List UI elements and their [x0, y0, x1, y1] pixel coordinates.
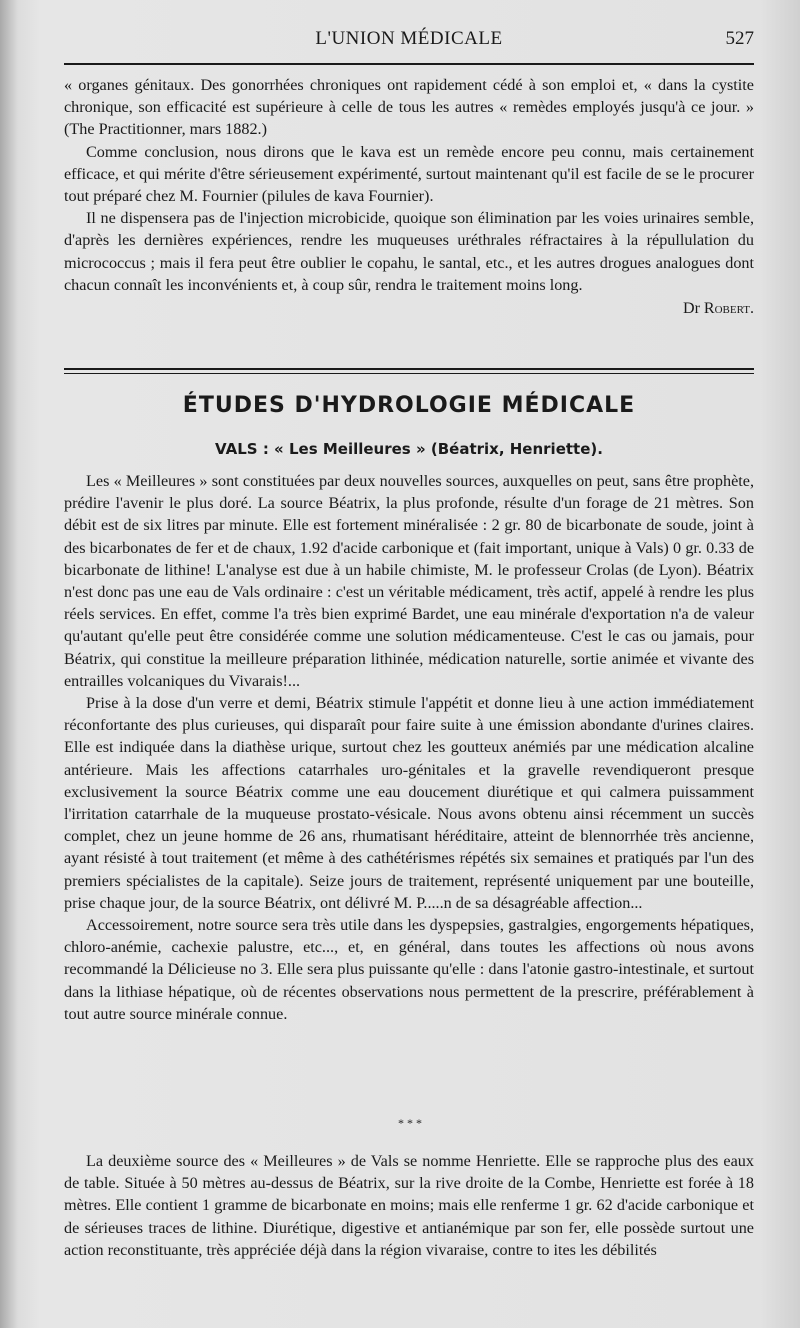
final-section — [64, 1150, 754, 1261]
section-title: ÉTUDES D'HYDROLOGIE MÉDICALE — [182, 393, 636, 418]
header-rule — [64, 63, 754, 65]
paragraph-henriette: La deuxième source des « Meilleures » de Vals se nomme Henriette. Elle se rapproche plus des eaux de table. Située à 50 mètres au-dessus de Béatrix, sur la rive droite de la Combe, Henriette est forée à 18 mètres. Elle contient 1 gramme de bicarbonate en moins; mais elle renferme 1 gr. 62 d'acide carbonique et de sérieuses traces de lithine. Diurétique, digestive et antianémique par son fer, elle possède surtout une action reconstituante, très appréciée déjà dans la région vivaraise, contre to ites les débilités — [64, 1152, 754, 1259]
signature-prefix: Dr — [683, 300, 700, 318]
paragraph-accessoirement: Accessoirement, notre source sera très utile dans les dyspepsies, gastralgies, engorgements hépatiques, chloro-anémie, cachexie palustre, etc..., et, en général, dans toutes les affections où nous avons recommandé la Délicieuse no 3. Elle sera plus puissante qu'elle : dans l'atonie gastro-intestinale, et surtout dans la lithiase hépatique, où de récentes observations nous permettent de la prescrire, préférablement à tout autre source minérale connue. — [64, 916, 754, 1023]
page-number: 527 — [725, 28, 754, 49]
paragraph-injection: Il ne dispensera pas de l'injection microbicide, quoique son élimination par les voies urinaires semble, d'après les dernières expériences, rendre les muqueuses uréthrales réfractaires à la répullulation du micrococcus ; mais il fera peut être oublier le copahu, le santal, etc., et les autres drogues analogues dont chacun connaît les inconvénients et, à coup sûr, rendra le traitement moins long. — [64, 209, 754, 294]
running-header — [64, 28, 754, 56]
asterism-separator: * * * — [398, 1116, 422, 1130]
article-subtitle: VALS : « Les Meilleures » (Béatrix, Henriette). — [215, 440, 603, 458]
main-section — [64, 470, 754, 1025]
paragraph-prise: Prise à la dose d'un verre et demi, Béatrix stimule l'appétit et donne lieu à une action immédiatement réconfortante des plus curieuses, qui disparaît pour faire suite à une émission abondante d'urines claires. Elle est indiquée dans la diathèse urique, surtout chez les goutteux anémiés par une médication alcaline antérieure. Mais les affections catarrhales uro-génitales et la gravelle revendiqueront presque exclusivement la source Béatrix comme une eau doucement diurétique et qui calmera puissamment l'irritation catarrhale de la muqueuse prostato-vésicale. Nous avons obtenu ainsi récemment un succès complet, chez un jeune homme de 26 ans, rhumatisant héréditaire, atteint de blennorrhée très ancienne, ayant résisté à tout traitement (et même à des cathétérismes répétés six semaines et pratiqués par l'un des premiers spécialistes de la capitale). Seize jours de traitement, représenté uniquement par une bouteille, prise chaque jour, de la source Béatrix, ont délivré M. P.....n de sa désagréable affection... — [64, 694, 754, 912]
paragraph-meilleures: Les « Meilleures » sont constituées par deux nouvelles sources, auxquelles on peut, sans être prophète, prédire l'avenir le plus doré. La source Béatrix, la plus profonde, résulte d'un forage de 21 mètres. Son débit est de six litres par minute. Elle est fortement minéralisée : 2 gr. 80 de bicarbonate de soude, joint à des bicarbonates de fer et de chaux, 1.92 d'acide carbonique et (fait important, unique à Vals) 0 gr. 0.33 de bicarbonate de lithine! L'analyse est due à un habile chimiste, M. le professeur Crolas (de Lyon). Béatrix n'est donc pas une eau de Vals ordinaire : c'est un véritable médicament, très actif, appelé à rendre les plus réels services. En effet, comme l'a très bien exprimé Bardet, une eau minérale d'exportation n'a de valeur qu'autant qu'elle peut être considérée comme une solution médicamenteuse. C'est le cas ou jamais, pour Béatrix, qui constitue la meilleure préparation lithinée, médication naturelle, sortie animée et vivante des entrailles volcaniques du Vivarais!... — [64, 472, 754, 690]
paragraph-conclusion: Comme conclusion, nous dirons que le kava est un remède encore peu connu, mais certainement efficace, et qui mérite d'être sérieusement expérimenté, surtout maintenant qu'il est facile de se le procurer tout préparé chez M. Fournier (pilules de kava Fournier). — [64, 142, 754, 206]
top-section — [64, 74, 754, 320]
section-rule-top — [64, 368, 754, 370]
section-rule-bottom — [64, 373, 754, 374]
signature-name: Robert. — [703, 300, 754, 318]
paragraph-organes: « organes génitaux. Des gonorrhées chroniques ont rapidement cédé à son emploi et, « dans la cystite chronique, son efficacité est supérieure à celle de tous les autres « remèdes employés jusqu'à ce jour. » (The Practitionner, mars 1882.) — [64, 76, 754, 139]
journal-title: L'UNION MÉDICALE — [315, 28, 503, 49]
author-signature — [64, 298, 754, 320]
